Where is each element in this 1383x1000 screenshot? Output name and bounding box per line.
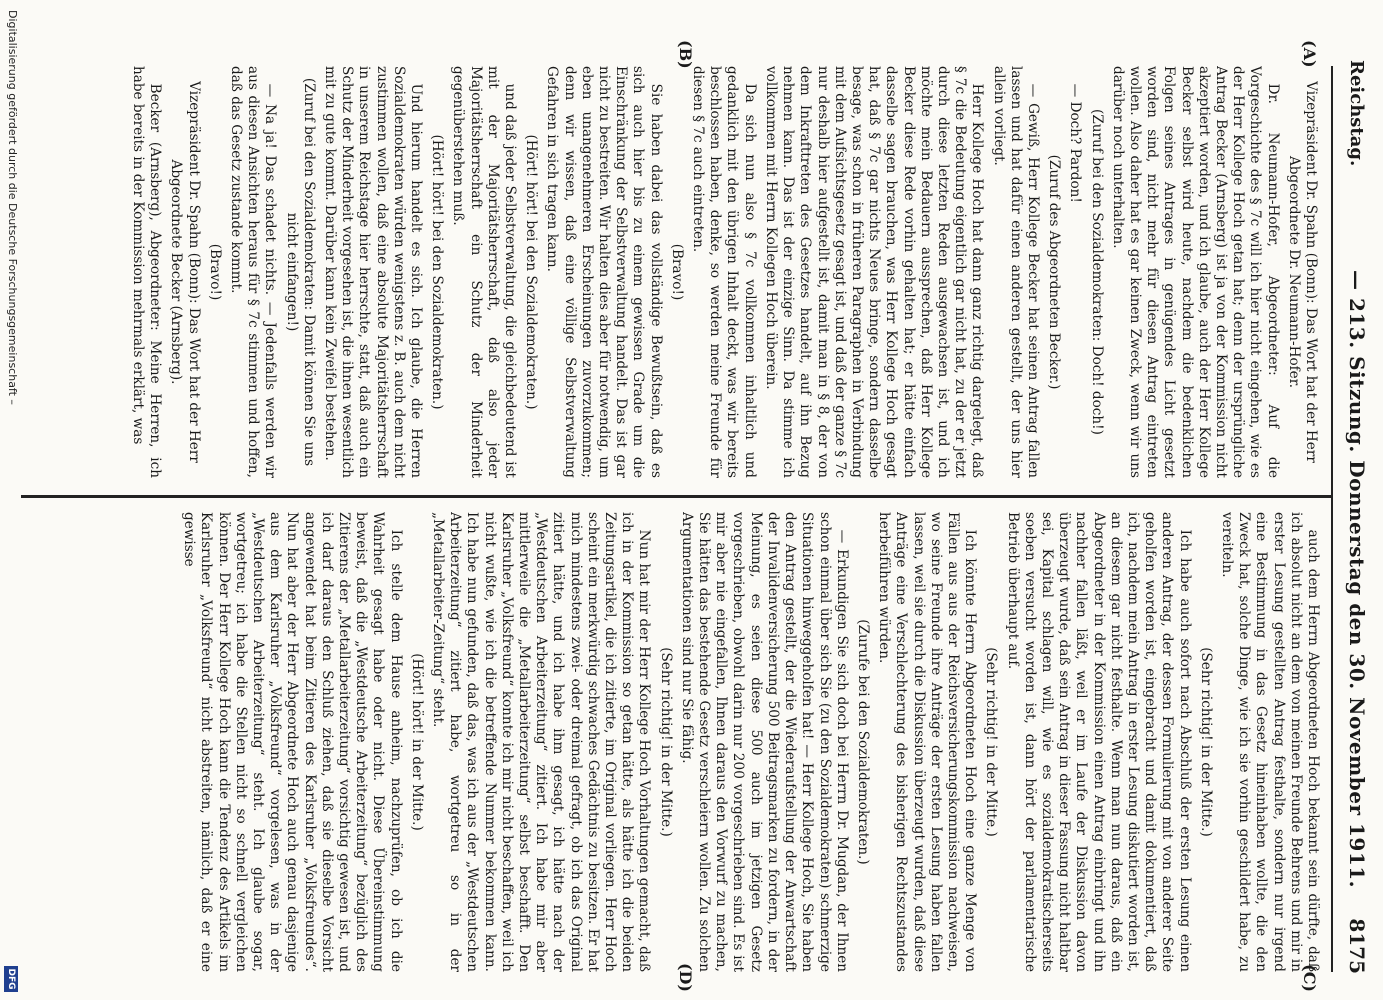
paragraph: Da sich nun also § 7c vollkommen inhaltlich und gedanklich mit den übrigen Inhalt deckt, was wir bereits beschlossen haben, denke, so werden meine Freunde für diesen § 7c auch eintreten. (690, 66, 758, 478)
paragraph: — Na ja! Das schadet nichts. — Jedenfalls werden wir aus diesen Ansichten heraus für § 7c stimmen und hoffen, daß das Gesetz zustande kommt. (228, 66, 279, 478)
paragraph: Nun hat mir der Herr Kollege Hoch Vorhaltungen gemacht, daß ich in der Kommission so getan hätte, als hätte ich die beiden Zeitungsartikel, die ich zitierte, im Original vorliegen. Herr Hoch scheint ein merkwürdig schwaches Gedächtnis zu besitzen. Er hat mich mindestens zwei- oder dreimal gefragt, ob ich das Original zitiert hätte, und ich habe ihm gesagt, ich hätte nach der „Westdeutschen Arbeiterzeitung“ zitiert. Ich habe mir aber mittlerweile die „Metallarbeiterzeitung“ selbst beschafft. Den Karlsruher „Volksfreund“ konnte ich mir nicht beschaffen, weil ich nicht wußte, wie ich die betreffende Nummer bekommen kann. Ich habe nun gefunden, daß das, was ich aus der „Westdeutschen Arbeiterzeitung“ zitiert habe, wortgetreu so in der „Metallarbeiter-Zeitung“ steht. (430, 512, 653, 972)
paragraph: Vizepräsident Dr. Spahn (Bonn): Das Wort hat der Herr Abgeordnete Dr. Neumann-Hofer. (1285, 81, 1319, 463)
paragraph: (Zurufe bei den Sozialdemokraten.) (854, 619, 871, 865)
margin-marker-d: (D) (676, 962, 695, 992)
paragraph: (Sehr richtig! in der Mitte.) (657, 647, 674, 837)
paragraph: (Zuruf des Abgeordneten Becker.) (1046, 154, 1063, 390)
margin-marker-a: (A) (1300, 40, 1319, 68)
left-column (21, 66, 1321, 478)
paragraph: Ich stelle dem Hause anheim, nachzuprüfen, ob ich die Wahrheit gesagt habe oder nicht. Diese Übereinstimmung beweist, daß die „Westdeutsche Arbeiterzeitung“ bezüglich des Zitierens der „Metallarbeiterzeitung“ vorsichtig gewesen ist, und ich darf daraus den Schluß ziehen, daß sie dieselbe Vorsicht angewendet hat beim Zitieren des Karlsruher „Volksfreundes“. Nun hat aber der Herr Abgeordnete Hoch auch genau dasjenige aus dem Karlsruher „Volksfreund“ vorgelesen, was in der „Westdeutschen Arbeiterzeitung“ steht. Ich glaube sogar, wortgetreu; ich habe die Stellen nicht so schnell vergleichen können. Der Herr Kollege Hoch kann die Tendenz des Artikels im Karlsruher „Volksfreund“ nicht abstreiten, nämlich, daß er eine gewisse (181, 512, 404, 972)
paragraph: — Erkundigen Sie sich doch bei Herrn Dr. Mugdan, der Ihnen schon einmal über sich Sie (zu den Sozialdemokraten) schmerzige Situationen hinweggeholfen hat! — Herr Kollege Hoch, Sie haben den Antrag gestellt, der die Wiederaufstellung der Anwartschaft der Invalidenversicherung 500 Beitragsmarken zu fordern, in der Meinung, es seien diese 500 auch im jetzigen Gesetz vorgeschrieben, obwohl darin nur 200 vorgeschrieben sind. Es ist mir aber nie eingefallen, Ihnen daraus den Vorwurf zu machen, Sie hätten das bestehende Gesetz verschleiern wollen. Zu solchen Argumentationen sind nur Sie fähig. (678, 512, 850, 972)
paragraph: (Bravo!) (206, 243, 223, 301)
paragraph: Sie haben dabei das vollständige Bewußtsein, daß es sich auch hier bis zu einem gewissen Grade um die Einschränkung der Selbstverwaltung handelt. Das ist gar nicht zu bestreiten. Wir halten dies aber für notwendig, um eben unangenehmeren Erscheinungen zuvorzukommen; denn wir wissen, daß eine völlige Selbstverwaltung Gefahren in sich tragen kann. (544, 66, 664, 478)
paragraph: und daß jeder Selbstverwaltung, die gleichbedeutend ist mit der Majoritätsherrschaft, daß also jeder Majoritätsherrschaft ein Schutz der Minderheit gegenüberstehen muß. (450, 66, 519, 478)
paragraph: (Sehr richtig! in der Mitte.) (1197, 647, 1214, 837)
paragraph: (Zuruf bei den Sozialdemokraten: Doch! doch!) (1088, 109, 1105, 435)
header-rule (1331, 66, 1333, 972)
margin-marker-c: (C) (1300, 964, 1319, 992)
paragraph: Ich könnte Herrn Abgeordneten Hoch eine ganze Menge von Fällen aus aus der Reichsversicherungskommission nachweisen, wo seine Freunde ihre Anträge der ersten Lesung haben fallen lassen, weil sie durch die Diskussion überzeugt wurden, daß diese Anträge eine Verschlechterung des bisherigen Rechtszustandes herbeiführen würden. (876, 512, 979, 972)
page-number: 8175 (1345, 918, 1369, 974)
column-divider (21, 495, 1331, 498)
paragraph: (Hört! hört! bei den Sozialdemokraten.) (523, 134, 540, 410)
paragraph: (Sehr richtig! in der Mitte.) (983, 647, 1000, 837)
page-footer (0, 0, 26, 1000)
footer-text: Digitalisierung gefördert durch die Deutsche Forschungsgemeinschaft – (6, 10, 19, 405)
header-center: — 213. Sitzung. Donnerstag den 30. November 1911. (1345, 270, 1369, 889)
paragraph: Ich habe auch sofort nach Abschluß der ersten Lesung einen anderen Antrag, der dessen Formulierung mit von anderer Seite geholfen worden ist, eingebracht und damit dokumentiert, daß ich, nachdem mein Antrag in erster Lesung diskutiert worden ist, an diesem gar nicht festhalte. Wenn man nun daraus, daß ein Abgeordneter in der Kommission einen Antrag einbringt und ihn nachher fallen läßt, weil er im Laufe der Diskussion davon überzeugt wurde, daß sein Antrag in dieser Fassung nicht haltbar sei, Kapital schlagen will, wie es sozialdemokratischerseits soeben versucht worden ist, dann hört der parlamentarische Betrieb überhaupt auf. (1004, 512, 1193, 972)
page-header (1325, 0, 1383, 1000)
paragraph: — Doch? Pardon! (1067, 83, 1084, 203)
paragraph: auch dem Herrn Abgeordneten Hoch bekannt sein dürfte, daß ich absolut nicht an dem von meinen Freunde Behrens und mir in erster Lesung gestellten Antrag festhalte, sondern nur irgend eine Bestimmung in das Gesetz hineinhaben wollte, die den Zweck hat, solche Dinge, wie ich sie vorhin geschildert habe, zu vereiteln. (1218, 512, 1321, 972)
paragraph: (Zuruf bei den Sozialdemokraten: Damit können Sie uns nicht einfangen!) (283, 77, 317, 467)
paragraph: Und hierum handelt es sich. Ich glaube, die Herren Sozialdemokraten würden wenigstens z. B. auch dem nicht zustimmen wollen, daß eine absolute Majoritätsherrschaft in unserem Reichstage hier herrschte, statt, daß auch ein Schutz der Minderheit vorgesehen ist, die ihnen wesentlich mit zu gute kommt. Darüber kann kein Zweifel bestehen. (322, 66, 425, 478)
right-column (21, 512, 1321, 972)
paragraph: (Bravo!) (668, 243, 685, 301)
paragraph: Herr Kollege Hoch hat dann ganz richtig dargelegt, daß § 7c die Bedeutung eigentlich gar nicht hat, zu der er jetzt durch diese letzten Reden ausgewachsen ist, und ich möchte mein Bedauern aussprechen, daß Herr Kollege Becker diese Rede vorhin gehalten hat; er hätte einfach dasselbe sagen brauchen, was Herr Kollege Hoch gesagt hat, daß § 7c gar nichts Neues bringe, sondern dasselbe besage, was schon in früheren Paragraphen in Verbindung mit dem Aufsichtsgesetz gesagt ist, und daß der ganze § 7c nur deshalb hier aufgestellt ist, damit man in § 8, der von dem Inkrafttreten des Gesetzes handelt, auf ihn Bezug nehmen kann. Das ist der einzige Sinn. Da stimme ich vollkommen mit Herrn Kollegen Hoch überein. (762, 66, 986, 478)
dfg-logo: DFG (4, 966, 18, 992)
header-left: Reichstag. (1346, 60, 1367, 167)
paragraph: (Hört! hört! bei den Sozialdemokraten.) (429, 134, 446, 410)
margin-marker-b: (B) (676, 40, 695, 69)
paragraph: Becker (Arnsberg), Abgeordneter: Meine Herren, ich habe bereits in der Kommission mehrmals erklärt, was (130, 66, 164, 478)
paragraph: Vizepräsident Dr. Spahn (Bonn): Das Wort hat der Herr Abgeordnete Becker (Arnsberg). (168, 81, 202, 463)
paragraph: (Hört! hört! in der Mitte.) (408, 653, 425, 831)
paragraph: Dr. Neumann-Hofer, Abgeordneter: Auf die Vorgeschichte des § 7c will ich hier nicht eingehen, wie es der Herr Kollege Hoch getan hat; denn der ursprüngliche Antrag Becker (Arnsberg) ist ja von der Kommission nicht akzeptiert worden, und ich glaube, auch der Herr Kollege Becker selbst wird heute, nachdem die bedenklichen Folgen seines Antrages in genügendes Licht gesetzt worden sind, nicht mehr für diesen Antrag eintreten wollen. Also daher hat es gar keinen Zweck, wenn wir uns darüber noch unterhalten. (1109, 66, 1281, 478)
paragraph: — Gewiß, Herr Kollege Becker hat seinen Antrag fallen lassen und hat dafür einen anderen gestellt, der uns hier allein vorliegt. (990, 66, 1041, 478)
